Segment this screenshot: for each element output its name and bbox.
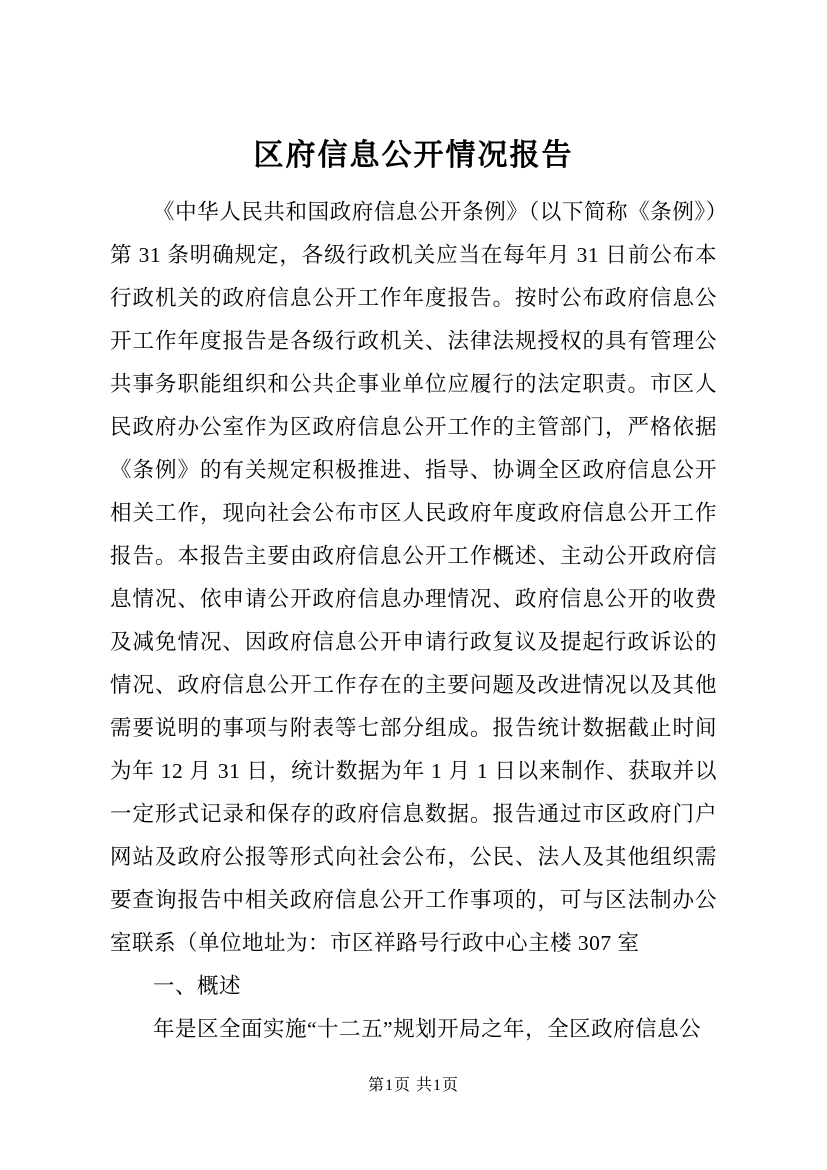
paragraph-overview-body: 年是区全面实施“十二五”规划开局之年，全区政府信息公 bbox=[153, 1017, 702, 1041]
document-title: 区府信息公开情况报告 bbox=[253, 139, 574, 172]
paragraph-intro: 《中华人民共和国政府信息公开条例》（以下简称《条例》）第 31 条明确规定，各级行政机关应当在每年月 31 日前公布本行政机关的政府信息公开工作年度报告。按时公布政府信息公开工作年度报告是各级行政机关、法律法规授权的具有管理公共事务职能组织和公共企事业单位应履行的法定职责。市区人民政府办公室作为区政府信息公开工作的主管部门，严格依据《条例》的有关规定积极推进、指导、协调全区政府信息公开相关工作，现向社会公布市区人民政府年度政府信息公开工作报告。本报告主要由政府信息公开工作概述、主动公开政府信息情况、依申请公开政府信息办理情况、政府信息公开的收费及减免情况、因政府信息公开申请行政复议及提起行政诉讼的情况、政府信息公开工作存在的主要问题及改进情况以及其他需要说明的事项与附表等七部分组成。报告统计数据截止时间为年 12 月 31 日，统计数据为年 1 月 1 日以来制作、获取并以一定形式记录和保存的政府信息数据。报告通过市区政府门户网站及政府公报等形式向社会公布，公民、法人及其他组织需要查询报告中相关政府信息公开工作事项的，可与区法制办公室联系（单位地址为：市区祥路号行政中心主楼 307 室 bbox=[110, 200, 717, 955]
section-heading-overview: 一、概述 bbox=[153, 974, 242, 998]
page-number-footer: 第1页 共1页 bbox=[367, 1077, 459, 1094]
